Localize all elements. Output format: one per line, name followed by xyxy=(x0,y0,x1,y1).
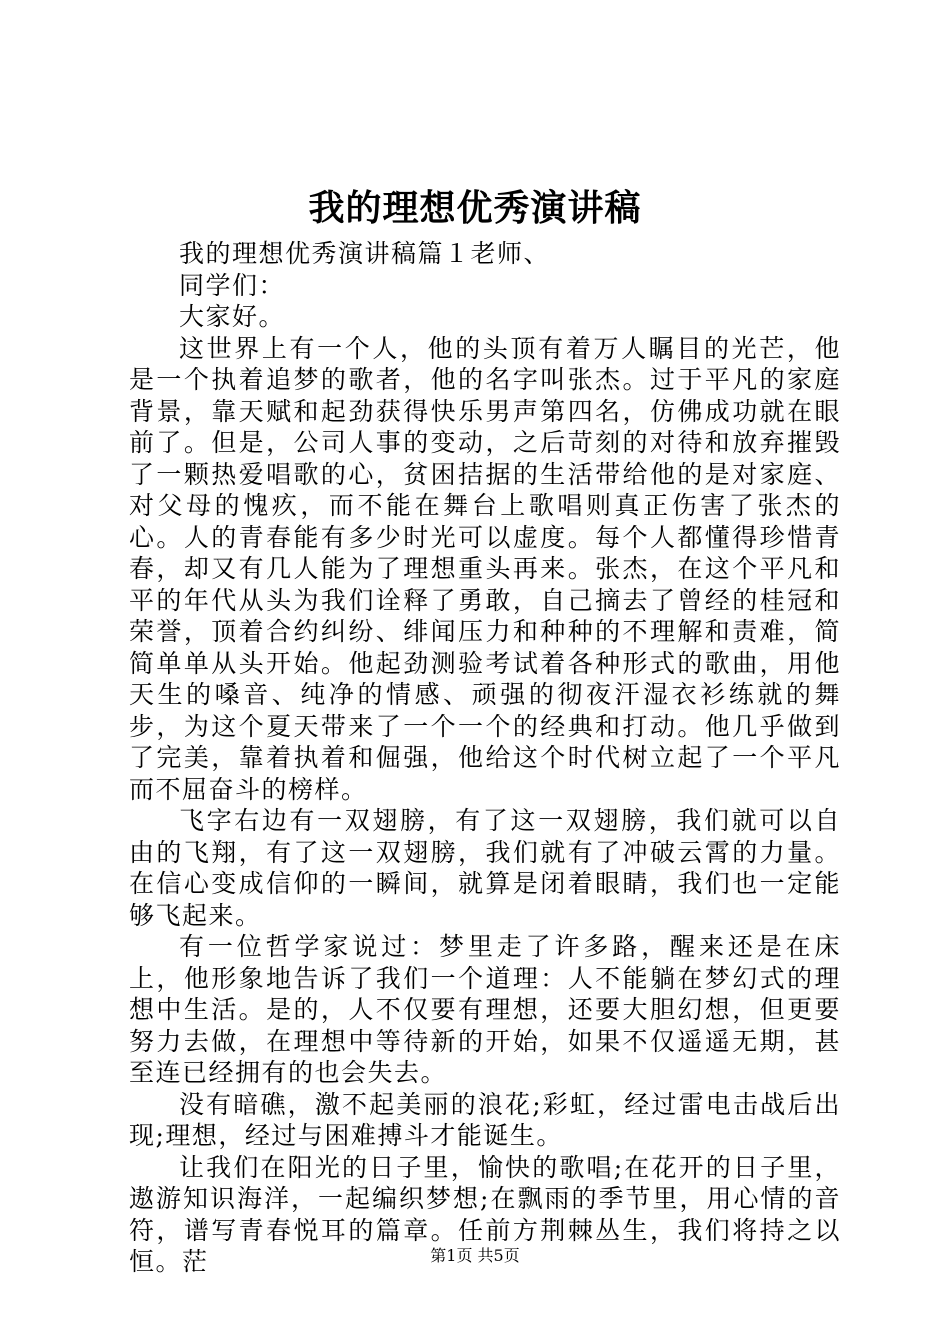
page-footer: 第1页 共5页 xyxy=(430,1246,520,1265)
paragraph-7: 没有暗礁，激不起美丽的浪花;彩虹，经过雷电击战后出现;理想，经过与困难搏斗才能诞生。 xyxy=(129,1089,841,1150)
paragraph-2: 同学们： xyxy=(179,270,286,300)
paragraph-3: 大家好。 xyxy=(179,302,286,331)
paragraph-8: 让我们在阳光的日子里，愉快的歌唱;在花开的日子里，遨游知识海洋，一起编织梦想;在飘雨的季节里，用心情的音符，谱写青春悦耳的篇章。任前方荆棘丛生，我们将持之以恒。茫 xyxy=(129,1152,841,1276)
paragraph-4: 这世界上有一个人，他的头顶有着万人瞩目的光芒，他是一个执着追梦的歌者，他的名字叫张杰。过于平凡的家庭背景，靠天赋和起劲获得快乐男声第四名，仿佛成功就在眼前了。但是，公司人事的变动，之后苛刻的对待和放弃摧毁了一颗热爱唱歌的心，贫困拮据的生活带给他的是对家庭、对父母的愧疚，而不能在舞台上歌唱则真正伤害了张杰的心。人的青春能有多少时光可以虚度。每个人都懂得珍惜青春，却又有几人能为了理想重头再来。张杰，在这个平凡和平的年代从头为我们诠释了勇敢，自己摘去了曾经的桂冠和荣誉，顶着合约纠纷、绯闻压力和种种的不理解和责难，简简单单从头开始。他起劲测验考试着各种形式的歌曲，用他天生的嗓音、纯净的情感、顽强的彻夜汗湿衣衫练就的舞步，为这个夏天带来了一个一个的经典和打动。他几乎做到了完美，靠着执着和倔强，他给这个时代树立起了一个平凡而不屈奋斗的榜样。 xyxy=(129,333,841,804)
document-body xyxy=(129,238,841,1278)
document-title: 我的理想优秀演讲稿 xyxy=(308,187,642,229)
paragraph-6: 有一位哲学家说过：梦里走了许多路，醒来还是在床上，他形象地告诉了我们一个道理：人不能躺在梦幻式的理想中生活。是的，人不仅要有理想，还要大胆幻想，但更要努力去做，在理想中等待新的开始，如果不仅遥遥无期，甚至连已经拥有的也会失去。 xyxy=(129,932,841,1087)
paragraph-1: 我的理想优秀演讲稿篇１老师、 xyxy=(179,239,551,268)
paragraph-5: 飞字右边有一双翅膀，有了这一双翅膀，我们就可以自由的飞翔，有了这一双翅膀，我们就有了冲破云霄的力量。在信心变成信仰的一瞬间，就算是闭着眼睛，我们也一定能够飞起来。 xyxy=(129,806,841,930)
